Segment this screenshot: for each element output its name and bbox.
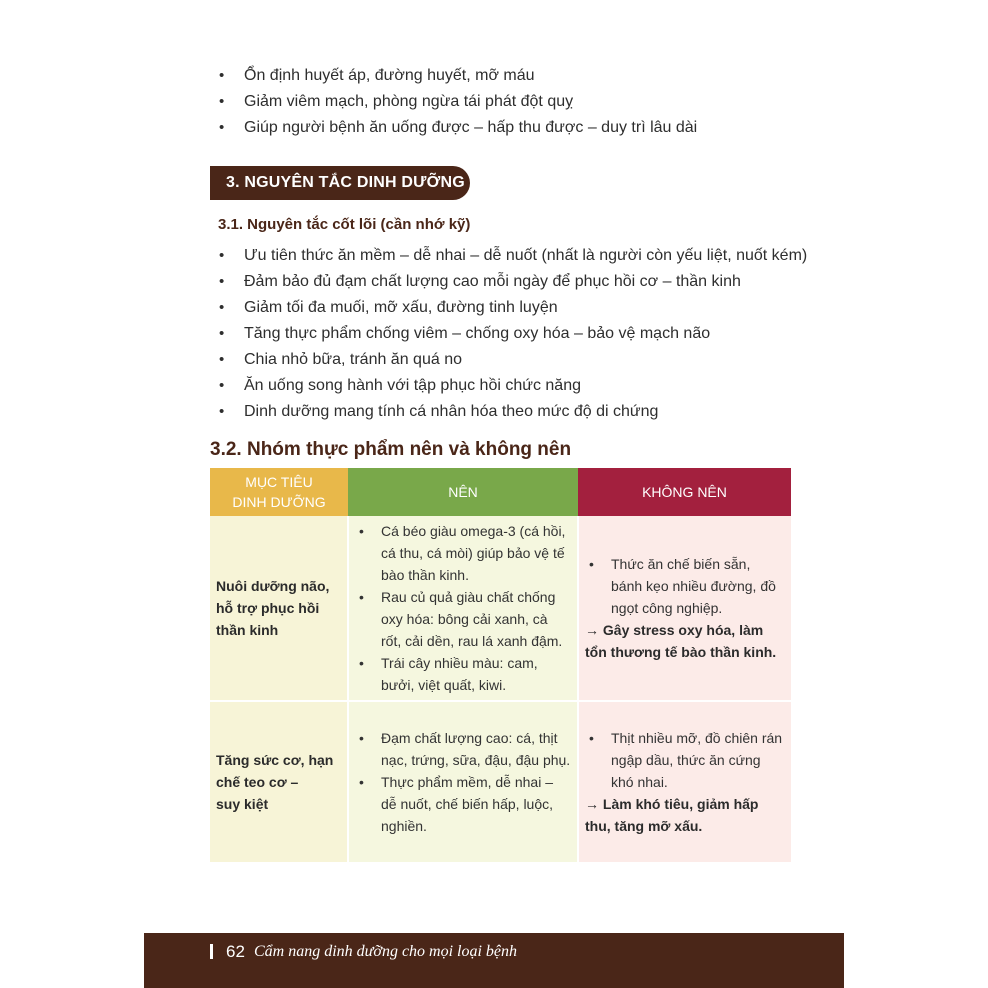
subsection-title-food-groups: 3.2. Nhóm thực phẩm nên và không nên <box>210 439 572 460</box>
table-row <box>210 701 791 862</box>
book-title: Cẩm nang dinh dưỡng cho mọi loại bệnh <box>254 943 518 960</box>
list-item: • Giúp người bệnh ăn uống được – hấp thu được – duy trì lâu dài <box>210 115 697 141</box>
goal-line: thần kinh <box>216 622 279 638</box>
avoid-result: → Gây stress oxy hóa, làm tổn thương tế bào thần kinh. <box>585 622 777 660</box>
goal-line: chế teo cơ – <box>216 774 299 790</box>
list-item: • Chia nhỏ bữa, tránh ăn quá no <box>210 347 807 373</box>
list-item: • Thức ăn chế biến sẵn, bánh kẹo nhiều đường, đồ ngọt công nghiệp. <box>585 553 785 619</box>
avoid-result: → Làm khó tiêu, giảm hấp thu, tăng mỡ xấu. <box>585 796 759 834</box>
goal-cell <box>210 516 348 701</box>
list-item: • Dinh dưỡng mang tính cá nhân hóa theo mức độ di chứng <box>210 399 807 425</box>
core-principles-list <box>210 243 807 425</box>
list-item: • Giảm viêm mạch, phòng ngừa tái phát đột quỵ <box>210 89 697 115</box>
recommended-cell <box>348 516 578 701</box>
list-item: • Đảm bảo đủ đạm chất lượng cao mỗi ngày để phục hồi cơ – thần kinh <box>210 269 807 295</box>
food-groups-table <box>210 468 791 862</box>
list-item: • Đạm chất lượng cao: cá, thịt nạc, trứng, sữa, đậu, đậu phụ. <box>355 727 571 771</box>
list-item: • Ổn định huyết áp, đường huyết, mỡ máu <box>210 63 697 89</box>
recommended-cell <box>348 701 578 862</box>
list-item: • Tăng thực phẩm chống viêm – chống oxy hóa – bảo vệ mạch não <box>210 321 807 347</box>
header-goal-line: DINH DƯỠNG <box>232 494 326 510</box>
header-yes: NÊN <box>348 468 578 516</box>
avoid-list <box>585 553 785 619</box>
subsection-title-core-principles: 3.1. Nguyên tắc cốt lõi (cần nhớ kỹ) <box>218 216 471 233</box>
header-no: KHÔNG NÊN <box>578 468 791 516</box>
page-number: 62 <box>226 942 245 961</box>
goal-line: Tăng sức cơ, hạn <box>216 752 334 768</box>
list-item: • Ăn uống song hành với tập phục hồi chức năng <box>210 373 807 399</box>
goal-cell <box>210 701 348 862</box>
recommended-list <box>355 520 571 696</box>
list-item: • Cá béo giàu omega-3 (cá hồi, cá thu, cá mòi) giúp bảo vệ tế bào thần kinh. <box>355 520 571 586</box>
list-item: • Giảm tối đa muối, mỡ xấu, đường tinh luyện <box>210 295 807 321</box>
goal-bullet-list <box>210 63 697 141</box>
list-item: • Thực phẩm mềm, dễ nhai – dễ nuốt, chế biến hấp, luộc, nghiền. <box>355 771 571 837</box>
list-item: • Trái cây nhiều màu: cam, bưởi, việt quất, kiwi. <box>355 652 571 696</box>
avoid-list <box>585 727 785 793</box>
page-footer <box>144 933 844 988</box>
recommended-list <box>355 727 571 837</box>
list-item: • Ưu tiên thức ăn mềm – dễ nhai – dễ nuốt (nhất là người còn yếu liệt, nuốt kém) <box>210 243 807 269</box>
footer-divider <box>210 944 213 959</box>
header-goal <box>210 468 348 516</box>
goal-line: hỗ trợ phục hồi <box>216 600 320 616</box>
list-item: • Rau củ quả giàu chất chống oxy hóa: bông cải xanh, cà rốt, cải dền, rau lá xanh đậm. <box>355 586 571 652</box>
goal-line: Nuôi dưỡng não, <box>216 578 330 594</box>
goal-line: suy kiệt <box>216 796 269 812</box>
section-heading: 3. NGUYÊN TẮC DINH DƯỠNG <box>210 166 470 200</box>
table-row <box>210 516 791 701</box>
avoid-cell <box>578 701 791 862</box>
header-goal-line: MỤC TIÊU <box>245 474 313 490</box>
avoid-cell <box>578 516 791 701</box>
list-item: • Thịt nhiều mỡ, đồ chiên rán ngập dầu, thức ăn cứng khó nhai. <box>585 727 785 793</box>
